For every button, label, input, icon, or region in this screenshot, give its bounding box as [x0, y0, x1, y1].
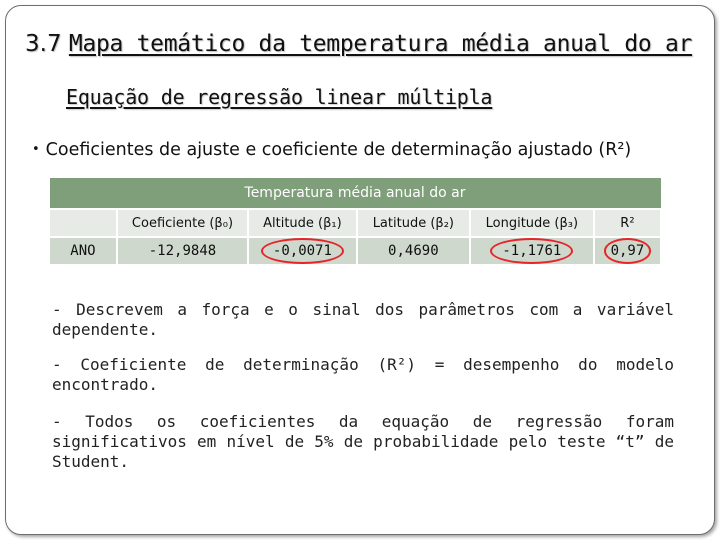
column-header: Latitude (β₂) [357, 209, 470, 237]
table-cell-highlighted [470, 237, 594, 265]
table-cell-highlighted [248, 237, 357, 265]
table-header: Temperatura média anual do ar [49, 178, 661, 210]
title-text: Mapa temático da temperatura média anual do ar [68, 31, 693, 57]
bullet-text: Coeficientes de ajuste e coeficiente de determinação ajustado (R²) [45, 140, 632, 160]
column-header-row [49, 209, 661, 237]
slide-title [25, 29, 692, 59]
highlight-circle: -0,0071 [261, 238, 344, 264]
column-header [49, 209, 117, 237]
table-cell-highlighted [594, 237, 661, 265]
column-header: Longitude (β₃) [470, 209, 594, 237]
regression-table [48, 177, 662, 266]
highlight-circle: 0,97 [604, 238, 652, 264]
slide-subtitle: Equação de regressão linear múltipla [66, 85, 493, 109]
table-row [49, 237, 661, 265]
table-cell: -12,9848 [117, 237, 248, 265]
column-header: Coeficiente (β₀) [117, 209, 248, 237]
highlight-circle: -1,1761 [490, 238, 573, 264]
column-header: Altitude (β₁) [248, 209, 357, 237]
title-number: 3.7 [25, 31, 62, 57]
paragraph-significance: - Todos os coeficientes da equação de regressão foram significativos em nível de 5% de probabilidade pelo teste “t” de Student. [52, 412, 674, 471]
bullet-point [32, 138, 631, 162]
bullet-icon: • [32, 142, 40, 157]
paragraph-r2: - Coeficiente de determinação (R²) = desempenho do modelo encontrado. [52, 355, 674, 394]
column-header: R² [594, 209, 661, 237]
paragraph-parameters: - Descrevem a força e o sinal dos parâmetros com a variável dependente. [52, 300, 674, 339]
row-label: ANO [49, 237, 117, 265]
table-cell: 0,4690 [357, 237, 470, 265]
